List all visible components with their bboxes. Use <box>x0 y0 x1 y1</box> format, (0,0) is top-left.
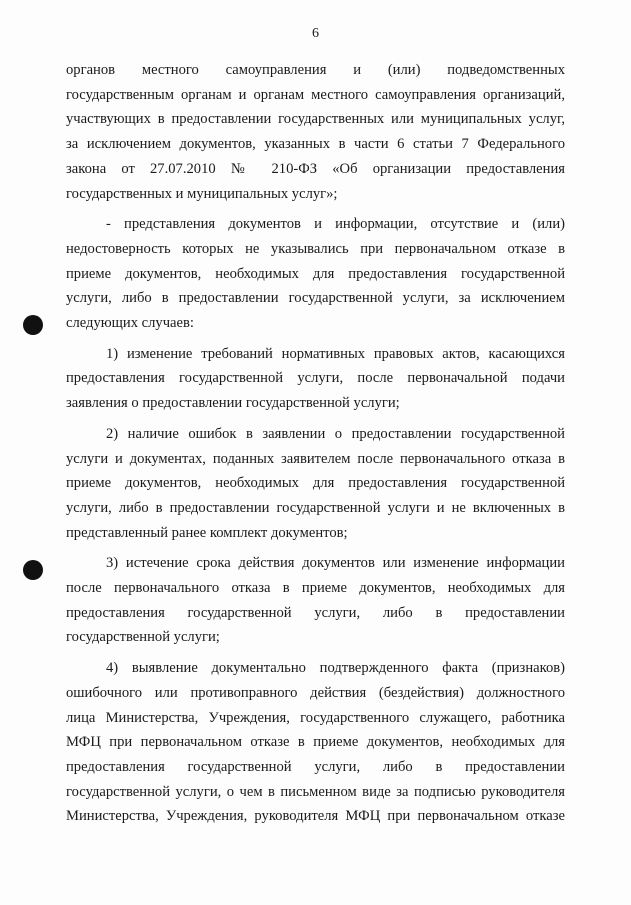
binder-hole-top <box>23 315 43 335</box>
text-line: участвующих в предоставлении государственных или муниципальных услуг, <box>66 111 565 128</box>
text-line: услуги, либо в предоставлении государственной услуги, за исключением <box>66 290 565 307</box>
text-line: государственной услуги, о чем в письменном виде за подписью руководителя <box>66 783 565 800</box>
paragraph-documents-list <box>66 212 565 336</box>
paragraph-item-4 <box>66 656 565 829</box>
text-line: государственным органам и органам местного самоуправления организаций, <box>66 86 565 103</box>
text-line: - представления документов и информации, отсутствие и (или) <box>106 216 565 233</box>
text-line: за исключением документов, указанных в части 6 статьи 7 Федерального <box>66 136 565 153</box>
paragraph-continuation <box>66 58 565 206</box>
text-line: 4) выявление документально подтвержденного факта (признаков) <box>106 660 565 677</box>
text-line: МФЦ при первоначальном отказе в приеме документов, необходимых для <box>66 734 565 751</box>
text-line: предоставления государственной услуги, либо в предоставлении <box>66 604 565 621</box>
text-line: услуги, либо в предоставлении государственной услуги и не включенных в <box>66 499 565 516</box>
text-line: следующих случаев: <box>66 315 194 332</box>
binder-hole-bottom <box>23 560 43 580</box>
text-line: недостоверность которых не указывались при первоначальном отказе в <box>66 240 565 257</box>
text-line: 3) истечение срока действия документов или изменение информации <box>106 555 565 572</box>
text-line: лица Министерства, Учреждения, государственного служащего, работника <box>66 709 565 726</box>
document-body <box>66 58 565 835</box>
text-line: 1) изменение требований нормативных правовых актов, касающихся <box>106 345 565 362</box>
text-line: закона от 27.07.2010 № 210-ФЗ «Об организации предоставления <box>66 160 565 177</box>
text-line: предоставления государственной услуги, либо в предоставлении <box>66 758 565 775</box>
text-line: приеме документов, необходимых для предоставления государственной <box>66 265 565 282</box>
paragraph-item-2 <box>66 422 565 546</box>
text-line: предоставления государственной услуги, после первоначальной подачи <box>66 370 565 387</box>
text-line: государственных и муниципальных услуг»; <box>66 185 338 202</box>
text-line: заявления о предоставлении государственной услуги; <box>66 395 400 412</box>
text-line: органов местного самоуправления и (или) подведомственных <box>66 62 565 78</box>
text-line: государственной услуги; <box>66 629 220 646</box>
text-line: Министерства, Учреждения, руководителя МФЦ при первоначальном отказе <box>66 808 565 825</box>
text-line: 2) наличие ошибок в заявлении о предоставлении государственной <box>106 425 565 442</box>
text-line: представленный ранее комплект документов; <box>66 524 348 541</box>
text-line: ошибочного или противоправного действия (бездействия) должностного <box>66 684 565 701</box>
paragraph-item-3 <box>66 551 565 650</box>
text-line: услуги и документах, поданных заявителем после первоначального отказа в <box>66 450 565 467</box>
text-line: приеме документов, необходимых для предоставления государственной <box>66 475 565 492</box>
text-line: после первоначального отказа в приеме документов, необходимых для <box>66 580 565 597</box>
page-number: 6 <box>312 26 319 41</box>
paragraph-item-1 <box>66 342 565 416</box>
